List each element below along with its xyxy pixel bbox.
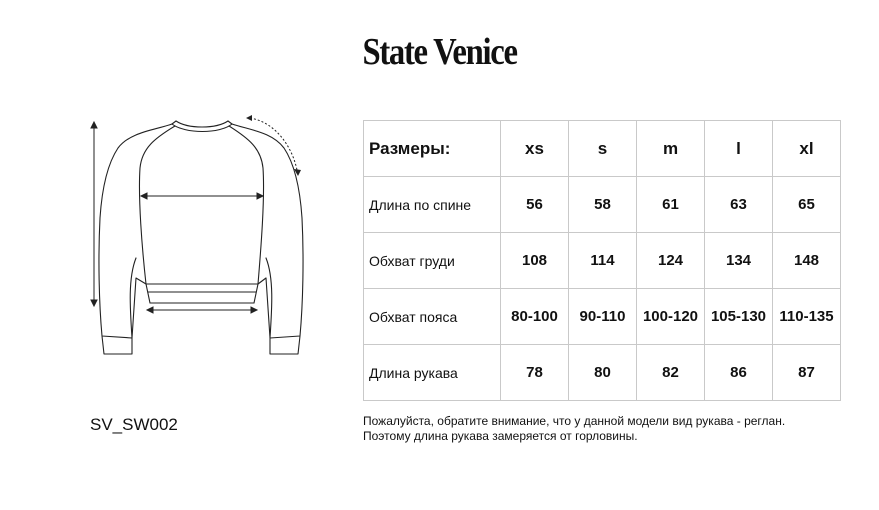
table-cell: 134 [705, 233, 773, 289]
size-header-xs: xs [501, 121, 569, 177]
row-label-chest: Обхват груди [364, 233, 501, 289]
table-row [364, 233, 841, 289]
size-header-label: Размеры: [364, 121, 501, 177]
row-label-sleeve: Длина рукава [364, 345, 501, 401]
table-cell: 56 [501, 177, 569, 233]
row-label-waist: Обхват пояса [364, 289, 501, 345]
size-header-l: l [705, 121, 773, 177]
table-cell: 110-135 [773, 289, 841, 345]
table-cell: 108 [501, 233, 569, 289]
size-header-row [364, 121, 841, 177]
table-cell: 78 [501, 345, 569, 401]
sweater-illustration [80, 108, 320, 368]
note-line-1: Пожалуйста, обратите внимание, что у данной модели вид рукава - реглан. [363, 414, 786, 428]
table-cell: 65 [773, 177, 841, 233]
raglan-note [363, 414, 785, 444]
brand-logo: State Venice [362, 31, 517, 73]
sweater-body-outline [99, 124, 303, 338]
table-cell: 100-120 [637, 289, 705, 345]
sweater-neckline [172, 124, 232, 132]
table-cell: 114 [569, 233, 637, 289]
table-cell: 80 [569, 345, 637, 401]
table-cell: 148 [773, 233, 841, 289]
table-cell: 61 [637, 177, 705, 233]
size-chart-table [363, 120, 841, 401]
table-cell: 105-130 [705, 289, 773, 345]
note-line-2: Поэтому длина рукава замеряется от горловины. [363, 429, 638, 443]
table-cell: 63 [705, 177, 773, 233]
table-cell: 86 [705, 345, 773, 401]
table-row [364, 345, 841, 401]
table-cell: 87 [773, 345, 841, 401]
table-cell: 124 [637, 233, 705, 289]
table-row [364, 289, 841, 345]
size-header-s: s [569, 121, 637, 177]
table-cell: 90-110 [569, 289, 637, 345]
size-header-m: m [637, 121, 705, 177]
table-cell: 80-100 [501, 289, 569, 345]
product-sku: SV_SW002 [90, 415, 178, 434]
size-header-xl: xl [773, 121, 841, 177]
table-cell: 82 [637, 345, 705, 401]
table-cell: 58 [569, 177, 637, 233]
row-label-back-length: Длина по спине [364, 177, 501, 233]
table-row [364, 177, 841, 233]
